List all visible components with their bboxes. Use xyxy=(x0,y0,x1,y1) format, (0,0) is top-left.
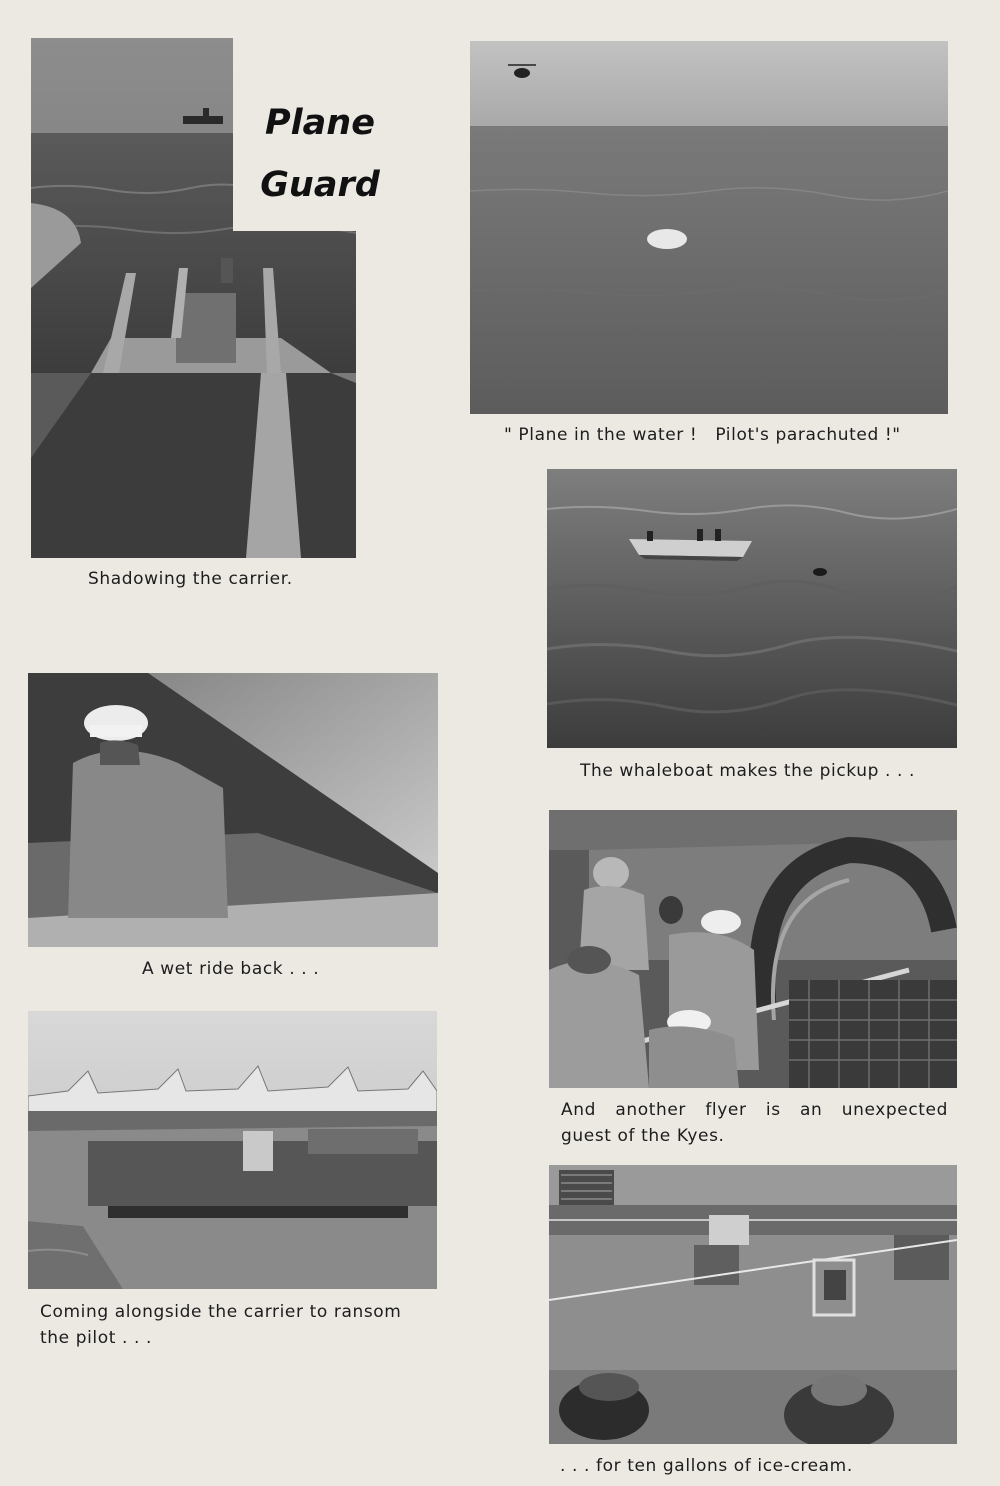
photo-wet-ride-back xyxy=(28,673,438,947)
caption-coming-alongside xyxy=(40,1299,430,1351)
title-line-plane: Plane xyxy=(265,103,375,143)
caption-coming-alongside-line2: the pilot . . . xyxy=(40,1328,153,1348)
photo-whaleboat-pickup xyxy=(547,469,957,748)
caption-another-flyer xyxy=(561,1097,948,1149)
caption-whaleboat-pickup: The whaleboat makes the pickup . . . xyxy=(580,761,915,781)
caption-another-flyer-line1: And another flyer is an unexpected xyxy=(561,1100,948,1120)
photo-shadowing-carrier xyxy=(31,38,356,558)
photo-plane-in-water xyxy=(470,41,948,414)
caption-shadowing-carrier: Shadowing the carrier. xyxy=(88,569,293,589)
title-line-guard: Guard xyxy=(260,165,380,205)
caption-wet-ride-back: A wet ride back . . . xyxy=(142,959,320,979)
photo-ice-cream-transfer xyxy=(549,1165,957,1444)
photo-another-flyer xyxy=(549,810,957,1088)
caption-another-flyer-line2: guest of the Kyes. xyxy=(561,1126,725,1146)
caption-plane-in-water: " Plane in the water ! Pilot's parachuted !" xyxy=(504,425,901,445)
caption-coming-alongside-line1: Coming alongside the carrier to ransom xyxy=(40,1302,402,1322)
photo-coming-alongside xyxy=(28,1011,437,1289)
caption-ice-cream: . . . for ten gallons of ice-cream. xyxy=(560,1456,853,1476)
